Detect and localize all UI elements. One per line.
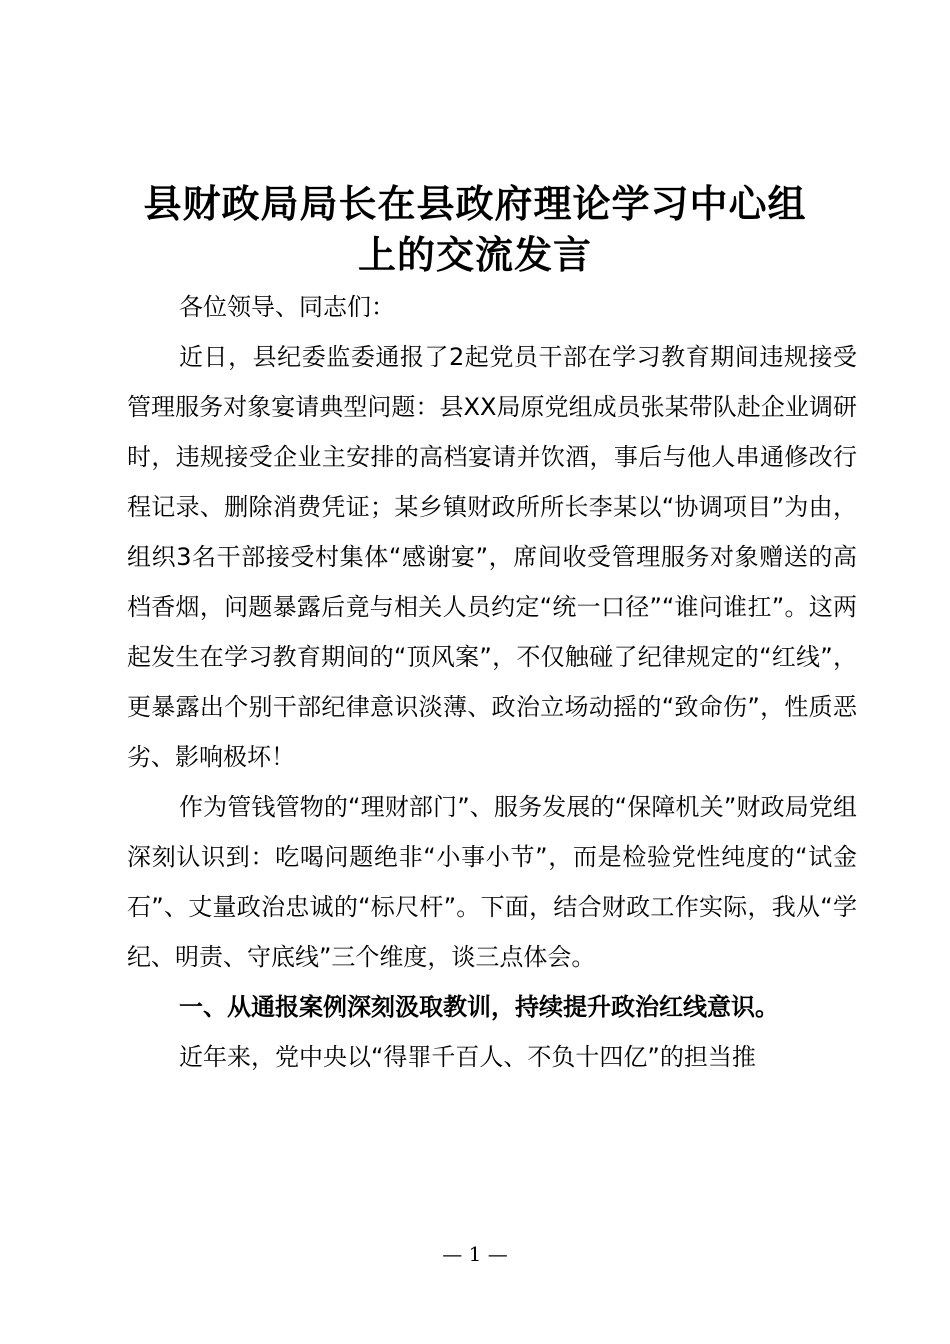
document-title-line-2: 上的交流发言 <box>357 232 592 277</box>
paragraph-finance-bureau: 作为管钱管物的“理财部门”、服务发展的“保障机关”财政局党组深刻认识到：吃喝问题绝非“小事小节”，而是检验党性纯度的“试金石”、丈量政治忠诚的“标尺杆”。下面，结合财政工作实际，我从“学纪、明责、守底线”三个维度，谈三点体会。 <box>127 793 857 971</box>
paragraph-case-report: 近日，县纪委监委通报了2起党员干部在学习教育期间违规接受管理服务对象宴请典型问题：县XX局原党组成员张某带队赴企业调研时，违规接受企业主安排的高档宴请并饮酒，事后与他人串通修改行程记录、删除消费凭证；某乡镇财政所所长李某以“协调项目”为由，组织3名干部接受村集体“感谢宴”，席间收受管理服务对象赠送的高档香烟，问题暴露后竟与相关人员约定“统一口径”“谁问谁扛”。这两起发生在学习教育期间的“顶风案”，不仅触碰了纪律规定的“红线”，更暴露出个别干部纪律意识淡薄、政治立场动摇的“致命伤”，性质恶劣、影响极坏！ <box>127 343 857 771</box>
document-body <box>127 282 857 1082</box>
document-title <box>110 178 840 280</box>
section-heading-one: 一、从通报案例深刻汲取教训，持续提升政治红线意识。 <box>179 992 779 1021</box>
page-number: — 1 — <box>442 1242 508 1266</box>
salutation: 各位领导、同志们： <box>179 293 395 321</box>
paragraph-recent-years: 近年来，党中央以“得罪千百人、不负十四亿”的担当推 <box>179 1043 756 1071</box>
document-title-line-1: 县财政局局长在县政府理论学习中心组 <box>143 181 807 226</box>
